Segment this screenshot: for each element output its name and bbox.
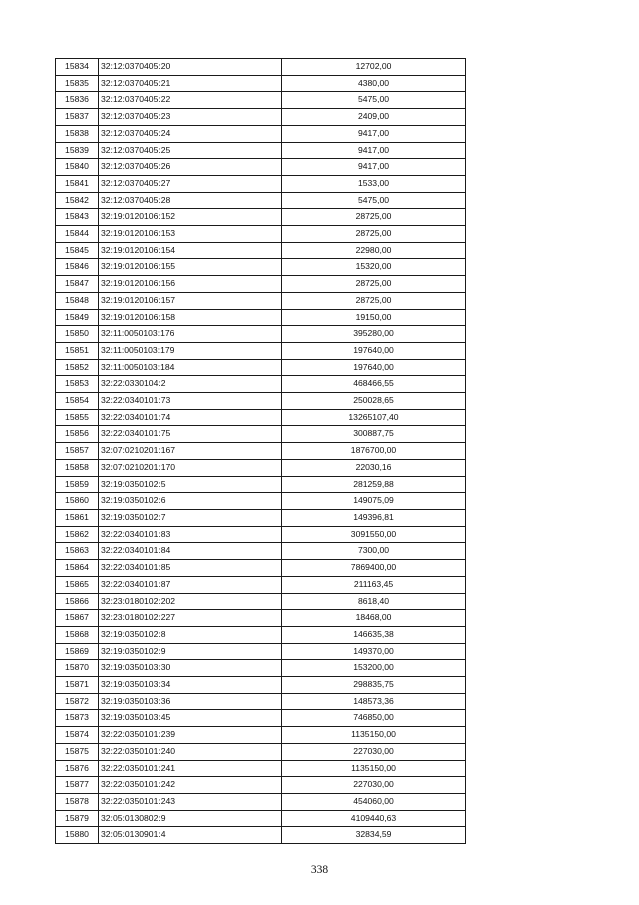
table-row xyxy=(56,493,466,510)
cadastral-value-cell: 197640,00 xyxy=(282,359,466,376)
table-row xyxy=(56,810,466,827)
row-number-cell: 15848 xyxy=(56,292,99,309)
cadastral-value-cell: 8618,40 xyxy=(282,593,466,610)
cadastral-value-cell: 1533,00 xyxy=(282,175,466,192)
row-number-cell: 15867 xyxy=(56,610,99,627)
table-row xyxy=(56,326,466,343)
table-row xyxy=(56,677,466,694)
table-row xyxy=(56,443,466,460)
table-row xyxy=(56,626,466,643)
table-row xyxy=(56,827,466,844)
row-number-cell: 15837 xyxy=(56,109,99,126)
cadastral-number-cell: 32:19:0120106:155 xyxy=(99,259,282,276)
cadastral-value-cell: 2409,00 xyxy=(282,109,466,126)
row-number-cell: 15872 xyxy=(56,693,99,710)
row-number-cell: 15854 xyxy=(56,393,99,410)
cadastral-value-cell: 28725,00 xyxy=(282,276,466,293)
row-number-cell: 15838 xyxy=(56,125,99,142)
cadastral-number-cell: 32:12:0370405:24 xyxy=(99,125,282,142)
cadastral-value-cell: 149396,81 xyxy=(282,509,466,526)
row-number-cell: 15843 xyxy=(56,209,99,226)
cadastral-number-cell: 32:22:0340101:75 xyxy=(99,426,282,443)
table-row xyxy=(56,59,466,76)
row-number-cell: 15865 xyxy=(56,576,99,593)
table-row xyxy=(56,142,466,159)
row-number-cell: 15847 xyxy=(56,276,99,293)
row-number-cell: 15834 xyxy=(56,59,99,76)
cadastral-value-cell: 5475,00 xyxy=(282,92,466,109)
cadastral-number-cell: 32:19:0350103:30 xyxy=(99,660,282,677)
cadastral-value-cell: 18468,00 xyxy=(282,610,466,627)
row-number-cell: 15880 xyxy=(56,827,99,844)
cadastral-number-cell: 32:19:0120106:158 xyxy=(99,309,282,326)
table-row xyxy=(56,125,466,142)
cadastral-number-cell: 32:19:0350102:9 xyxy=(99,643,282,660)
cadastral-number-cell: 32:22:0330104:2 xyxy=(99,376,282,393)
table-row xyxy=(56,192,466,209)
cadastral-value-cell: 28725,00 xyxy=(282,209,466,226)
table-row xyxy=(56,109,466,126)
table-row xyxy=(56,309,466,326)
cadastral-number-cell: 32:23:0180102:202 xyxy=(99,593,282,610)
cadastral-value-cell: 148573,36 xyxy=(282,693,466,710)
row-number-cell: 15878 xyxy=(56,793,99,810)
cadastral-value-table xyxy=(55,58,466,844)
cadastral-value-cell: 153200,00 xyxy=(282,660,466,677)
table-row xyxy=(56,459,466,476)
table-row xyxy=(56,610,466,627)
cadastral-number-cell: 32:11:0050103:179 xyxy=(99,342,282,359)
cadastral-number-cell: 32:19:0350102:6 xyxy=(99,493,282,510)
table-row xyxy=(56,276,466,293)
row-number-cell: 15875 xyxy=(56,743,99,760)
cadastral-number-cell: 32:19:0120106:156 xyxy=(99,276,282,293)
cadastral-value-cell: 1135150,00 xyxy=(282,727,466,744)
cadastral-value-cell: 298835,75 xyxy=(282,677,466,694)
cadastral-value-cell: 22980,00 xyxy=(282,242,466,259)
cadastral-number-cell: 32:22:0340101:74 xyxy=(99,409,282,426)
row-number-cell: 15850 xyxy=(56,326,99,343)
row-number-cell: 15862 xyxy=(56,526,99,543)
row-number-cell: 15861 xyxy=(56,509,99,526)
row-number-cell: 15868 xyxy=(56,626,99,643)
cadastral-number-cell: 32:19:0350103:34 xyxy=(99,677,282,694)
table-row xyxy=(56,426,466,443)
cadastral-number-cell: 32:11:0050103:176 xyxy=(99,326,282,343)
cadastral-number-cell: 32:12:0370405:20 xyxy=(99,59,282,76)
row-number-cell: 15853 xyxy=(56,376,99,393)
row-number-cell: 15856 xyxy=(56,426,99,443)
cadastral-value-cell: 197640,00 xyxy=(282,342,466,359)
cadastral-number-cell: 32:05:0130901:4 xyxy=(99,827,282,844)
cadastral-number-cell: 32:19:0350102:8 xyxy=(99,626,282,643)
table-row xyxy=(56,159,466,176)
cadastral-number-cell: 32:12:0370405:25 xyxy=(99,142,282,159)
row-number-cell: 15863 xyxy=(56,543,99,560)
cadastral-number-cell: 32:22:0350101:243 xyxy=(99,793,282,810)
cadastral-number-cell: 32:11:0050103:184 xyxy=(99,359,282,376)
cadastral-number-cell: 32:22:0350101:240 xyxy=(99,743,282,760)
cadastral-value-cell: 281259,88 xyxy=(282,476,466,493)
cadastral-value-cell: 15320,00 xyxy=(282,259,466,276)
cadastral-value-cell: 7869400,00 xyxy=(282,560,466,577)
cadastral-value-cell: 227030,00 xyxy=(282,743,466,760)
table-body xyxy=(56,59,466,844)
table-row xyxy=(56,359,466,376)
row-number-cell: 15859 xyxy=(56,476,99,493)
row-number-cell: 15866 xyxy=(56,593,99,610)
table-row xyxy=(56,526,466,543)
row-number-cell: 15836 xyxy=(56,92,99,109)
cadastral-number-cell: 32:07:0210201:167 xyxy=(99,443,282,460)
cadastral-value-cell: 468466,55 xyxy=(282,376,466,393)
cadastral-value-cell: 1135150,00 xyxy=(282,760,466,777)
row-number-cell: 15851 xyxy=(56,342,99,359)
cadastral-value-cell: 746850,00 xyxy=(282,710,466,727)
table-row xyxy=(56,92,466,109)
cadastral-value-cell: 12702,00 xyxy=(282,59,466,76)
cadastral-value-cell: 32834,59 xyxy=(282,827,466,844)
table-row xyxy=(56,693,466,710)
cadastral-value-cell: 227030,00 xyxy=(282,777,466,794)
table-row xyxy=(56,760,466,777)
cadastral-number-cell: 32:19:0120106:152 xyxy=(99,209,282,226)
table-row xyxy=(56,543,466,560)
row-number-cell: 15849 xyxy=(56,309,99,326)
cadastral-number-cell: 32:22:0350101:241 xyxy=(99,760,282,777)
row-number-cell: 15839 xyxy=(56,142,99,159)
table-row xyxy=(56,509,466,526)
cadastral-value-cell: 19150,00 xyxy=(282,309,466,326)
cadastral-value-cell: 454060,00 xyxy=(282,793,466,810)
cadastral-value-cell: 4109440,63 xyxy=(282,810,466,827)
table-row xyxy=(56,643,466,660)
row-number-cell: 15876 xyxy=(56,760,99,777)
cadastral-value-cell: 28725,00 xyxy=(282,226,466,243)
table-row xyxy=(56,710,466,727)
cadastral-number-cell: 32:19:0350102:7 xyxy=(99,509,282,526)
table-row xyxy=(56,476,466,493)
row-number-cell: 15842 xyxy=(56,192,99,209)
table-row xyxy=(56,393,466,410)
cadastral-number-cell: 32:22:0340101:83 xyxy=(99,526,282,543)
row-number-cell: 15870 xyxy=(56,660,99,677)
table-row xyxy=(56,576,466,593)
table-row xyxy=(56,175,466,192)
cadastral-value-cell: 9417,00 xyxy=(282,142,466,159)
cadastral-number-cell: 32:07:0210201:170 xyxy=(99,459,282,476)
cadastral-number-cell: 32:22:0340101:87 xyxy=(99,576,282,593)
cadastral-value-cell: 1876700,00 xyxy=(282,443,466,460)
row-number-cell: 15835 xyxy=(56,75,99,92)
cadastral-value-cell: 4380,00 xyxy=(282,75,466,92)
cadastral-number-cell: 32:22:0350101:239 xyxy=(99,727,282,744)
table-row xyxy=(56,560,466,577)
row-number-cell: 15864 xyxy=(56,560,99,577)
cadastral-number-cell: 32:19:0120106:154 xyxy=(99,242,282,259)
cadastral-number-cell: 32:22:0340101:85 xyxy=(99,560,282,577)
table-row xyxy=(56,242,466,259)
table-row xyxy=(56,409,466,426)
table-row xyxy=(56,593,466,610)
table-row xyxy=(56,376,466,393)
cadastral-value-cell: 149075,09 xyxy=(282,493,466,510)
row-number-cell: 15869 xyxy=(56,643,99,660)
cadastral-value-cell: 5475,00 xyxy=(282,192,466,209)
table-row xyxy=(56,743,466,760)
cadastral-number-cell: 32:12:0370405:27 xyxy=(99,175,282,192)
cadastral-number-cell: 32:19:0350102:5 xyxy=(99,476,282,493)
row-number-cell: 15879 xyxy=(56,810,99,827)
cadastral-value-cell: 250028,65 xyxy=(282,393,466,410)
cadastral-number-cell: 32:12:0370405:23 xyxy=(99,109,282,126)
cadastral-value-cell: 211163,45 xyxy=(282,576,466,593)
cadastral-number-cell: 32:12:0370405:28 xyxy=(99,192,282,209)
cadastral-value-cell: 28725,00 xyxy=(282,292,466,309)
cadastral-number-cell: 32:19:0350103:45 xyxy=(99,710,282,727)
table-row xyxy=(56,777,466,794)
row-number-cell: 15858 xyxy=(56,459,99,476)
cadastral-value-cell: 7300,00 xyxy=(282,543,466,560)
table-row xyxy=(56,342,466,359)
row-number-cell: 15857 xyxy=(56,443,99,460)
row-number-cell: 15855 xyxy=(56,409,99,426)
row-number-cell: 15841 xyxy=(56,175,99,192)
cadastral-value-cell: 9417,00 xyxy=(282,159,466,176)
row-number-cell: 15860 xyxy=(56,493,99,510)
row-number-cell: 15873 xyxy=(56,710,99,727)
table-row xyxy=(56,226,466,243)
table-row xyxy=(56,660,466,677)
row-number-cell: 15845 xyxy=(56,242,99,259)
row-number-cell: 15852 xyxy=(56,359,99,376)
cadastral-number-cell: 32:19:0350103:36 xyxy=(99,693,282,710)
row-number-cell: 15846 xyxy=(56,259,99,276)
cadastral-value-cell: 300887,75 xyxy=(282,426,466,443)
cadastral-value-cell: 3091550,00 xyxy=(282,526,466,543)
cadastral-value-cell: 395280,00 xyxy=(282,326,466,343)
table-row xyxy=(56,793,466,810)
cadastral-number-cell: 32:22:0340101:84 xyxy=(99,543,282,560)
cadastral-number-cell: 32:12:0370405:26 xyxy=(99,159,282,176)
cadastral-number-cell: 32:19:0120106:157 xyxy=(99,292,282,309)
table-row xyxy=(56,75,466,92)
cadastral-number-cell: 32:22:0350101:242 xyxy=(99,777,282,794)
cadastral-value-cell: 146635,38 xyxy=(282,626,466,643)
table-row xyxy=(56,209,466,226)
page-number: 338 xyxy=(310,864,329,876)
row-number-cell: 15877 xyxy=(56,777,99,794)
row-number-cell: 15871 xyxy=(56,677,99,694)
row-number-cell: 15874 xyxy=(56,727,99,744)
cadastral-number-cell: 32:12:0370405:21 xyxy=(99,75,282,92)
row-number-cell: 15840 xyxy=(56,159,99,176)
table-row xyxy=(56,727,466,744)
cadastral-value-cell: 22030,16 xyxy=(282,459,466,476)
table-row xyxy=(56,259,466,276)
cadastral-value-cell: 9417,00 xyxy=(282,125,466,142)
cadastral-number-cell: 32:22:0340101:73 xyxy=(99,393,282,410)
cadastral-value-cell: 149370,00 xyxy=(282,643,466,660)
table-row xyxy=(56,292,466,309)
cadastral-number-cell: 32:19:0120106:153 xyxy=(99,226,282,243)
row-number-cell: 15844 xyxy=(56,226,99,243)
cadastral-number-cell: 32:05:0130802:9 xyxy=(99,810,282,827)
cadastral-number-cell: 32:12:0370405:22 xyxy=(99,92,282,109)
cadastral-number-cell: 32:23:0180102:227 xyxy=(99,610,282,627)
cadastral-value-cell: 13265107,40 xyxy=(282,409,466,426)
